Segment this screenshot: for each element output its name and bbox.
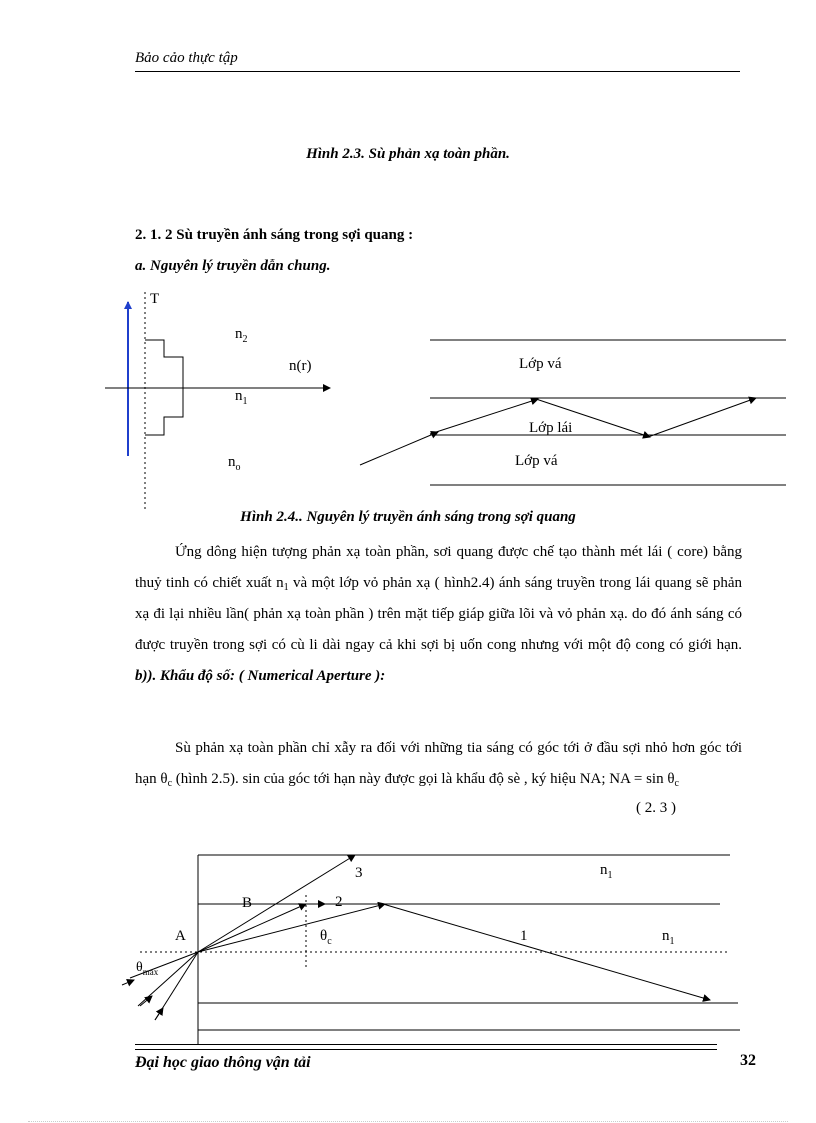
incident-arrow (140, 996, 152, 1006)
footer-rule (135, 1049, 717, 1050)
light-ray-segment (648, 398, 756, 437)
label-nr: n(r) (289, 358, 312, 374)
incident-arrow (122, 980, 134, 985)
label-point-b: B (242, 895, 253, 911)
label-ray-2: 2 (335, 894, 343, 910)
section-heading: 2. 1. 2 Sù truyền ánh sáng trong sợi quang : (135, 227, 414, 243)
figure-2-3-caption: Hình 2.3. Sù phản xạ toàn phần. (306, 146, 510, 162)
label-point-a: A (175, 928, 186, 944)
ray-1-incident (198, 904, 385, 952)
footer-rule (135, 1044, 717, 1045)
fiber-propagation-diagram (360, 340, 786, 485)
running-header: Bảo cảo thực tập (135, 50, 238, 66)
label-cladding-top: Lớp vá (519, 356, 562, 372)
footer-university: Đại học giao thông vận tải (135, 1054, 311, 1071)
label-ray-3: 3 (355, 865, 363, 881)
paragraph-numerical-aperture: Sù phản xạ toàn phần chỉ xẫy ra đối với những tia sáng có góc tới ở đầu sợi nhỏ hơn góc tới hạn $\theta_c$ (hình 2.5). sin của góc tới hạn này được gọi là khẩu độ sè , ký hiệu NA; NA = $\sin \theta_c$ (135, 740, 742, 789)
label-n2: $n_2$ (235, 326, 248, 345)
light-ray-segment (360, 432, 438, 465)
page-edge (28, 1121, 788, 1122)
incident-arrow (155, 1008, 163, 1020)
page-number: 32 (740, 1052, 756, 1069)
label-n1-cladding: $n_1$ (600, 862, 613, 881)
equation-number: ( 2. 3 ) (636, 800, 676, 816)
incident-ray (138, 952, 198, 1006)
subsection-heading: a. Nguyên lý truyền dẫn chung. (135, 258, 331, 274)
label-theta-max: $\theta_{max}$ (136, 960, 159, 977)
heading-numerical-aperture: b)). Khẩu độ số: ( Numerical Aperture ): (135, 668, 386, 684)
label-n1-core: $n_1$ (662, 928, 675, 947)
profile-axis-label: T (150, 291, 160, 307)
label-cladding-bottom: Lớp vá (515, 453, 558, 469)
figure-2-5-diagram (0, 840, 816, 1050)
figure-2-4-diagram (0, 280, 816, 510)
label-core: Lớp lái (529, 420, 573, 436)
label-ray-1: 1 (520, 928, 528, 944)
header-rule (135, 71, 740, 72)
label-theta-c: $\theta_c$ (320, 928, 332, 947)
refractive-index-profile (105, 291, 330, 510)
light-ray-segment (430, 399, 538, 434)
label-n1: $n_1$ (235, 388, 248, 407)
paragraph-total-reflection: Ứng dông hiện tượng phản xạ toàn phần, sơi quang được chế tạo thành mét lái ( core) bằng thuỷ tinh có chiết xuất $n_1$ và một lớp vỏ phản xạ ( hình2.4) ánh sáng truyền trong lái quang sẽ phản xạ đi lại nhiều lần( phản xạ toàn phần ) trên mặt tiếp giáp giữa lõi và vỏ phản xạ. do đó ánh sáng có được truyền trong sợi có cù li dài ngay cả khi sợi bị uốn cong nhưng với một độ cong có giới hạn. b)). Khẩu độ số: ( Numerical Aperture ): (135, 544, 742, 684)
label-no: $n_o$ (228, 454, 241, 473)
figure-2-4-caption: Hình 2.4.. Nguyên lý truyền ánh sáng trong sợi quang (240, 509, 576, 525)
